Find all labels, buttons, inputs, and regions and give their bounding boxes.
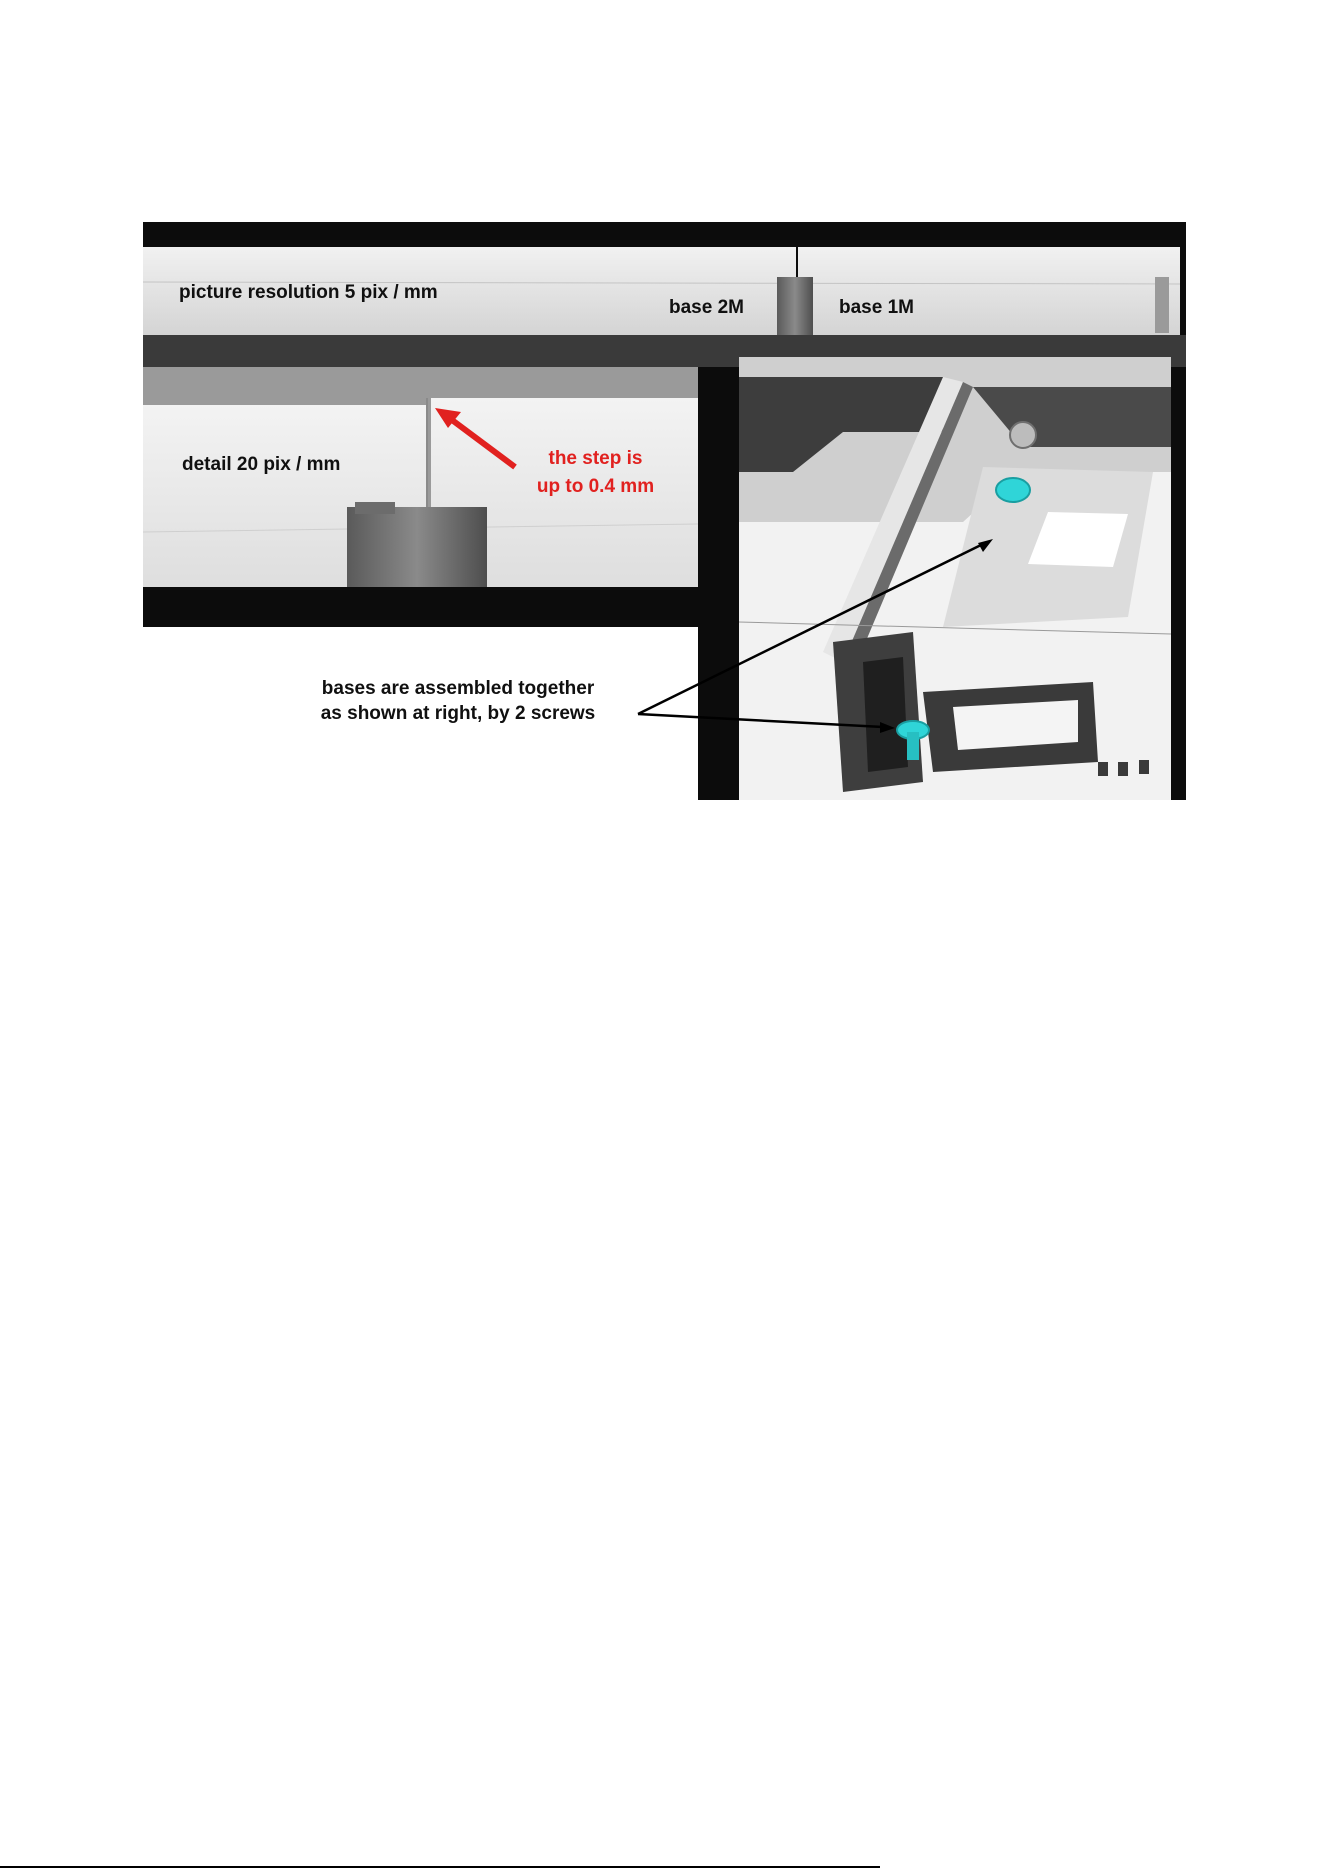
assembly-figure: [143, 222, 1186, 800]
base-1m-label: base 1M: [839, 297, 914, 318]
resolution-label: picture resolution 5 pix / mm: [179, 282, 438, 303]
step-annotation: the step is up to 0.4 mm: [536, 448, 655, 497]
cad-rendering: [739, 357, 1171, 800]
assembly-note: bases are assembled together as shown at right, by 2 screws: [320, 678, 596, 724]
page-footer-rule: [0, 1866, 880, 1868]
base-2m-label: base 2M: [669, 297, 744, 318]
top-strip-photo: [143, 247, 1186, 367]
detail-resolution-label: detail 20 pix / mm: [182, 454, 341, 475]
